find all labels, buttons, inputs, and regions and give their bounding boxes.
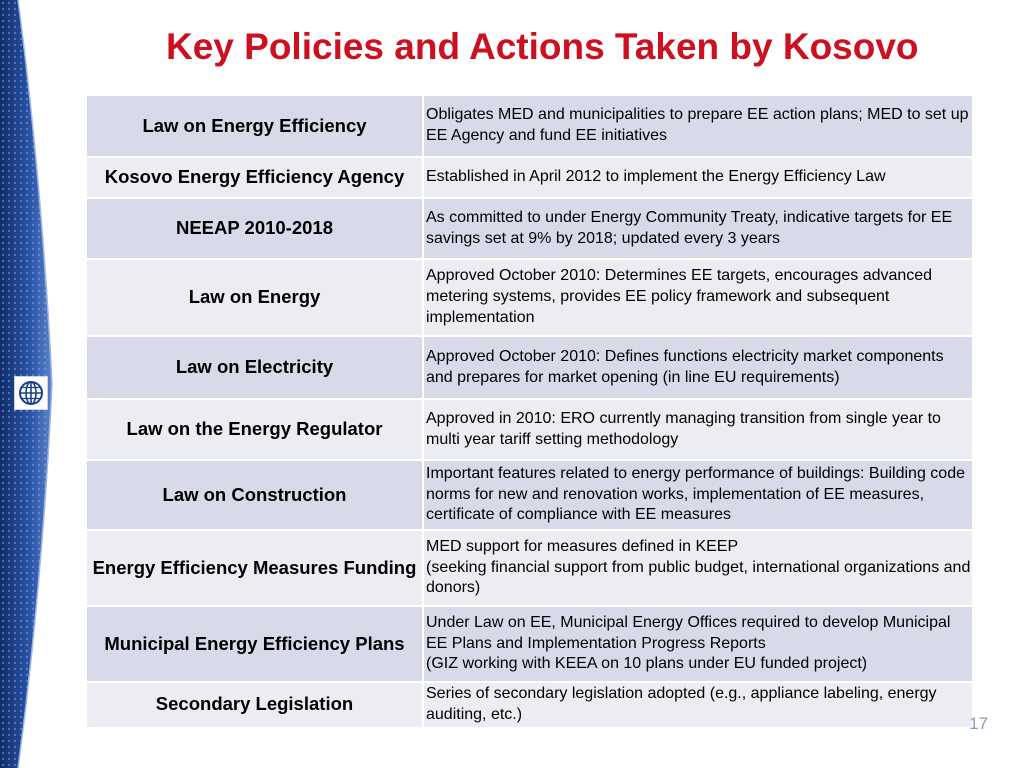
- policy-name: Law on Energy: [86, 259, 423, 336]
- table-row: [86, 682, 973, 728]
- policy-description: Approved October 2010: Determines EE targets, encourages advanced metering systems, provides EE policy framework and subsequent implementation: [423, 259, 973, 336]
- policy-name: Energy Efficiency Measures Funding: [86, 530, 423, 606]
- policy-name: Secondary Legislation: [86, 682, 423, 728]
- policy-name: Law on Energy Efficiency: [86, 95, 423, 157]
- table-row: [86, 198, 973, 259]
- policy-name: Law on Electricity: [86, 336, 423, 399]
- policy-description: Series of secondary legislation adopted (e.g., appliance labeling, energy auditing, etc.): [423, 682, 973, 728]
- table-row: [86, 399, 973, 460]
- table-row: [86, 530, 973, 606]
- table-row: [86, 259, 973, 336]
- policy-description: As committed to under Energy Community Treaty, indicative targets for EE savings set at 9% by 2018; updated every 3 years: [423, 198, 973, 259]
- page-number: 17: [969, 714, 988, 733]
- policy-description: Obligates MED and municipalities to prepare EE action plans; MED to set up EE Agency and fund EE initiatives: [423, 95, 973, 157]
- policy-description: Under Law on EE, Municipal Energy Offices required to develop Municipal EE Plans and Implementation Progress Reports (GIZ working with KEEA on 10 plans under EU funded project): [423, 606, 973, 682]
- policy-name: Law on the Energy Regulator: [86, 399, 423, 460]
- table-row: [86, 95, 973, 157]
- table-row: [86, 336, 973, 399]
- world-bank-globe-icon: [18, 380, 44, 406]
- policy-name: Law on Construction: [86, 460, 423, 530]
- table-row: [86, 460, 973, 530]
- policy-description: MED support for measures defined in KEEP (seeking financial support from public budget, international organizations and donors): [423, 530, 973, 606]
- policies-table: [85, 94, 974, 729]
- policy-description: Approved in 2010: ERO currently managing transition from single year to multi year tariff setting methodology: [423, 399, 973, 460]
- policy-name: Kosovo Energy Efficiency Agency: [86, 157, 423, 198]
- policy-name: Municipal Energy Efficiency Plans: [86, 606, 423, 682]
- table-row: [86, 606, 973, 682]
- policy-description: Established in April 2012 to implement the Energy Efficiency Law: [423, 157, 973, 198]
- policy-description: Important features related to energy performance of buildings: Building code norms for new and renovation works, implementation of EE measures, certificate of compliance with EE measures: [423, 460, 973, 530]
- table-row: [86, 157, 973, 198]
- slide-title: Key Policies and Actions Taken by Kosovo: [166, 26, 919, 67]
- world-bank-logo: [14, 376, 48, 410]
- policy-name: NEEAP 2010-2018: [86, 198, 423, 259]
- policy-description: Approved October 2010: Defines functions electricity market components and prepares for market opening (in line EU requirements): [423, 336, 973, 399]
